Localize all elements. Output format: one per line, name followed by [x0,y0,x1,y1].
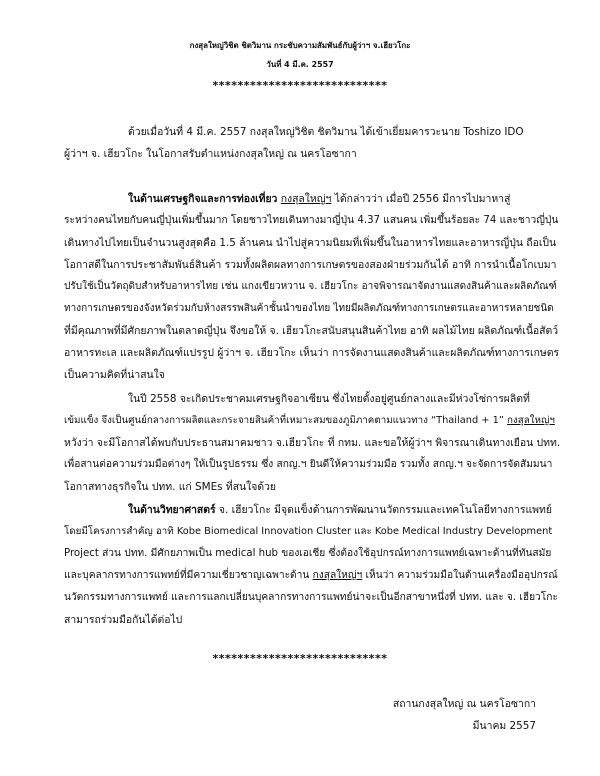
para3-line-2: โดยมีโครงการสำคัญ อาทิ Kobe Biomedical Innovation Cluster และ Kobe Medical Industry Development [64,526,553,537]
para3-line-5: นวัตกรรมทางการแพทย์ และการแลกเปลี่ยนบุคลากรทางการแพทย์น่าจะเป็นอีกสาขาหนึ่งที่ ปทท. และ จ. เฮียวโกะ [64,592,558,603]
para1-line-7: ที่มีคุณภาพที่มีศักยภาพในตลาดญี่ปุ่น จึงขอให้ จ. เฮียวโกะสนับสนุนสินค้าไทย อาทิ ผลไม้ไทย ผลิตภัณฑ์เนื้อสัตว์ [64,325,559,337]
para3-line-6: สามารถร่วมมือกันได้ต่อไป [64,614,183,626]
para1-line-4: โอกาสดีในการประชาสัมพันธ์สินค้า รวมทั้งผลิตผลทางการเกษตรของสองฝ่ายร่วมกันได้ อาทิ การนำเนื้อโกเบมา [64,259,557,271]
para1-line-2: ระหว่างคนไทยกับคนญี่ปุ่นเพิ่มขึ้นมาก โดยชาวไทยเดินทางมาญี่ปุ่น 4.37 แสนคน เพิ่มขึ้นร้อยละ 74 และชาวญี่ปุ่น [64,215,559,226]
para2-line-5: โอกาสทางธุรกิจใน ปทท. แก่ SMEs ที่สนใจด้วย [64,481,276,493]
para1-line-6: ทางการเกษตรของจังหวัดร่วมกับห้างสรรพสินค้าชั้นนำของไทย ไทยมีผลิตภัณฑ์ทางการเกษตรและอาหารหลายชนิด [64,303,554,314]
para3-line-1: ในด้านวิทยาศาสตร์ จ. เฮียวโกะ มีจุดแข็งด้านการพัฒนานวัตกรรมและเทคโนโลยีทางการแพทย์ [128,504,552,516]
footer-separator: **************************** [212,652,388,665]
para1-line-5: ปรับใช้เป็นวัตถุดิบสำหรับอาหารไทย เช่น แกงเขียวหวาน จ. เฮียวโกะ อาจพิจารณาจัดงานแสดงสินค้าและผลิตภัณฑ์ [64,281,557,292]
para2-line-1: ในปี 2558 จะเกิดประชาคมเศรษฐกิจอาเซียน ซึ่งไทยตั้งอยู่ศูนย์กลางและมีห่วงโซ่การผลิตที่ [128,393,530,405]
intro-line-2: ผู้ว่าฯ จ. เฮียวโกะ ในโอกาสรับตำแหน่งกงสุลใหญ่ ณ นครโอซากา [64,148,357,160]
economy-heading: ในด้านเศรษฐกิจและการท่องเที่ยว [128,193,278,205]
header-separator: **************************** [212,79,388,92]
para2-line-4: เพื่อสานต่อความร่วมมือต่างๆ ให้เป็นรูปธรรม ซึ่ง สกญ.ฯ ยินดีให้ความร่วมมือ รวมทั้ง สกญ.ฯ จะจัดการจัดสัมมนา [64,459,553,470]
para1-line-1: ในด้านเศรษฐกิจและการท่องเที่ยว กงสุลใหญ่ฯ ได้กล่าวว่า เมื่อปี 2556 มีการไปมาหาสู่ [128,193,511,205]
document-title: กงสุลใหญ่วิชิต ชิตวิมาน กระชับความสัมพันธ์กับผู้ว่าฯ จ.เฮียวโกะ [189,41,411,50]
document-date: วันที่ 4 มี.ค. 2557 [266,60,334,69]
para1-line-8: อาหารทะเล และผลิตภัณฑ์แปรรูป ผู้ว่าฯ จ. เฮียวโกะ เห็นว่า การจัดงานแสดงสินค้าและผลิตภัณฑ์ทางการเกษตร [64,347,560,359]
consul-general-ref: กงสุลใหญ่ฯ [507,415,555,426]
para2-line-2: เข้มแข็ง จึงเป็นศูนย์กลางการผลิตและกระจายสินค้าที่เหมาะสมของภูมิภาคตามแนวทาง “Thailand + 1” กงสุลใหญ่ฯ [64,415,555,426]
issuing-office: สถานกงสุลใหญ่ ณ นครโอซากา [392,698,536,710]
science-heading: ในด้านวิทยาศาสตร์ [128,504,216,516]
intro-line-1: ด้วยเมื่อวันที่ 4 มี.ค. 2557 กงสุลใหญ่วิชิต ชิตวิมาน ได้เข้าเยี่ยมคารวะนาย Toshizo IDO [128,126,524,138]
para1-line-3: เดินทางไปไทยเป็นจำนวนสูงสุดคือ 1.5 ล้านคน นำไปสู่ความนิยมที่เพิ่มขึ้นในอาหารไทยและอาหารญี่ปุ่น ถือเป็น [64,237,557,249]
para1-line-9: เป็นความคิดที่น่าสนใจ [64,369,165,381]
issue-month: มีนาคม 2557 [472,720,536,732]
consul-general-ref: กงสุลใหญ่ฯ [280,193,332,205]
para3-line-4: และบุคลากรทางการแพทย์ที่มีความเชี่ยวชาญเฉพาะด้าน กงสุลใหญ่ฯ เห็นว่า ความร่วมมือในด้านเครื่องมืออุปกรณ์ [64,570,558,581]
para3-line-3: Project ส่วน ปทท. มีศักยภาพเป็น medical hub ของเอเชีย ซึ่งต้องใช้อุปกรณ์ทางการแพทย์เฉพาะด้านที่ทันสมัย [64,548,552,559]
para2-line-3: หวังว่า จะมีโอกาสได้พบกับประธานสมาคมชาว จ.เฮียวโกะ ที่ กทม. และขอให้ผู้ว่าฯ พิจารณาเดินทางเยือน ปทท. [64,437,561,449]
consul-general-ref: กงสุลใหญ่ฯ [312,570,363,581]
